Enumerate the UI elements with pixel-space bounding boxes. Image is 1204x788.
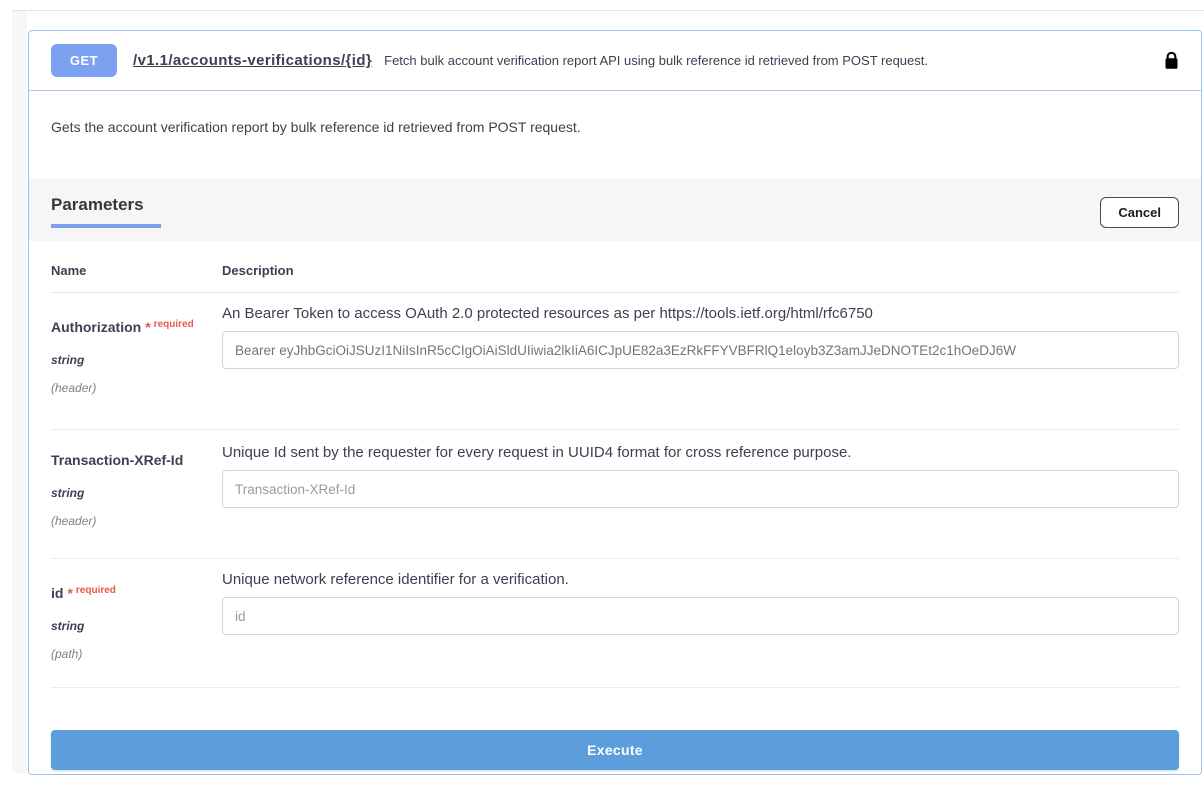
param-type: string <box>51 486 85 500</box>
param-name-cell <box>51 571 214 661</box>
http-method-badge: GET <box>51 44 117 77</box>
param-name-cell <box>51 444 214 528</box>
param-description: An Bearer Token to access OAuth 2.0 protected resources as per https://tools.ietf.org/html/rfc6750 <box>222 305 873 322</box>
param-type: string <box>51 353 85 367</box>
param-name-text: Authorization <box>51 319 142 335</box>
endpoint-summary: Fetch bulk account verification report API using bulk reference id retrieved from POST request. <box>384 53 928 68</box>
authorize-lock-button[interactable] <box>1164 51 1179 70</box>
name-column-header: Name <box>51 263 87 278</box>
param-desc-cell <box>222 305 1179 395</box>
param-name-text: id <box>51 585 64 601</box>
required-asterisk: * <box>145 319 151 335</box>
param-name <box>51 452 214 468</box>
param-name <box>51 319 214 335</box>
param-desc-cell <box>222 571 1179 661</box>
top-divider <box>12 10 1204 11</box>
lock-icon <box>1164 51 1179 70</box>
left-gutter <box>12 11 27 773</box>
endpoint-path-link[interactable]: /v1.1/accounts-verifications/{id} <box>133 52 373 69</box>
param-name-cell <box>51 305 214 395</box>
param-row-authorization <box>51 293 1179 430</box>
parameters-table <box>29 241 1201 688</box>
description-column-header: Description <box>222 263 294 278</box>
param-description: Unique network reference identifier for a verification. <box>222 571 569 588</box>
execute-section <box>29 688 1201 770</box>
execute-button[interactable]: Execute <box>51 730 1179 770</box>
param-type: string <box>51 619 85 633</box>
parameters-table-header <box>51 263 1179 293</box>
param-name-text: Transaction-XRef-Id <box>51 452 184 468</box>
param-row-id <box>51 559 1179 688</box>
required-asterisk: * <box>67 585 73 601</box>
required-label: required <box>153 319 194 330</box>
id-input[interactable] <box>222 597 1179 635</box>
required-label: required <box>75 585 116 596</box>
param-description: Unique Id sent by the requester for every request in UUID4 format for cross reference purpose. <box>222 444 852 461</box>
param-location: (header) <box>51 514 97 528</box>
param-row-transaction-xref-id <box>51 430 1179 559</box>
parameters-section-header <box>29 179 1201 241</box>
param-name <box>51 585 214 601</box>
cancel-button[interactable]: Cancel <box>1100 197 1179 228</box>
param-location: (header) <box>51 381 97 395</box>
operation-description: Gets the account verification report by bulk reference id retrieved from POST request. <box>51 119 581 135</box>
authorization-input[interactable] <box>222 331 1179 369</box>
param-desc-cell <box>222 444 1179 528</box>
opblock-get-accounts-verifications <box>28 30 1202 775</box>
parameters-title: Parameters <box>51 195 161 228</box>
param-location: (path) <box>51 647 83 661</box>
transaction-xref-id-input[interactable] <box>222 470 1179 508</box>
opblock-summary-bar[interactable] <box>29 31 1201 91</box>
